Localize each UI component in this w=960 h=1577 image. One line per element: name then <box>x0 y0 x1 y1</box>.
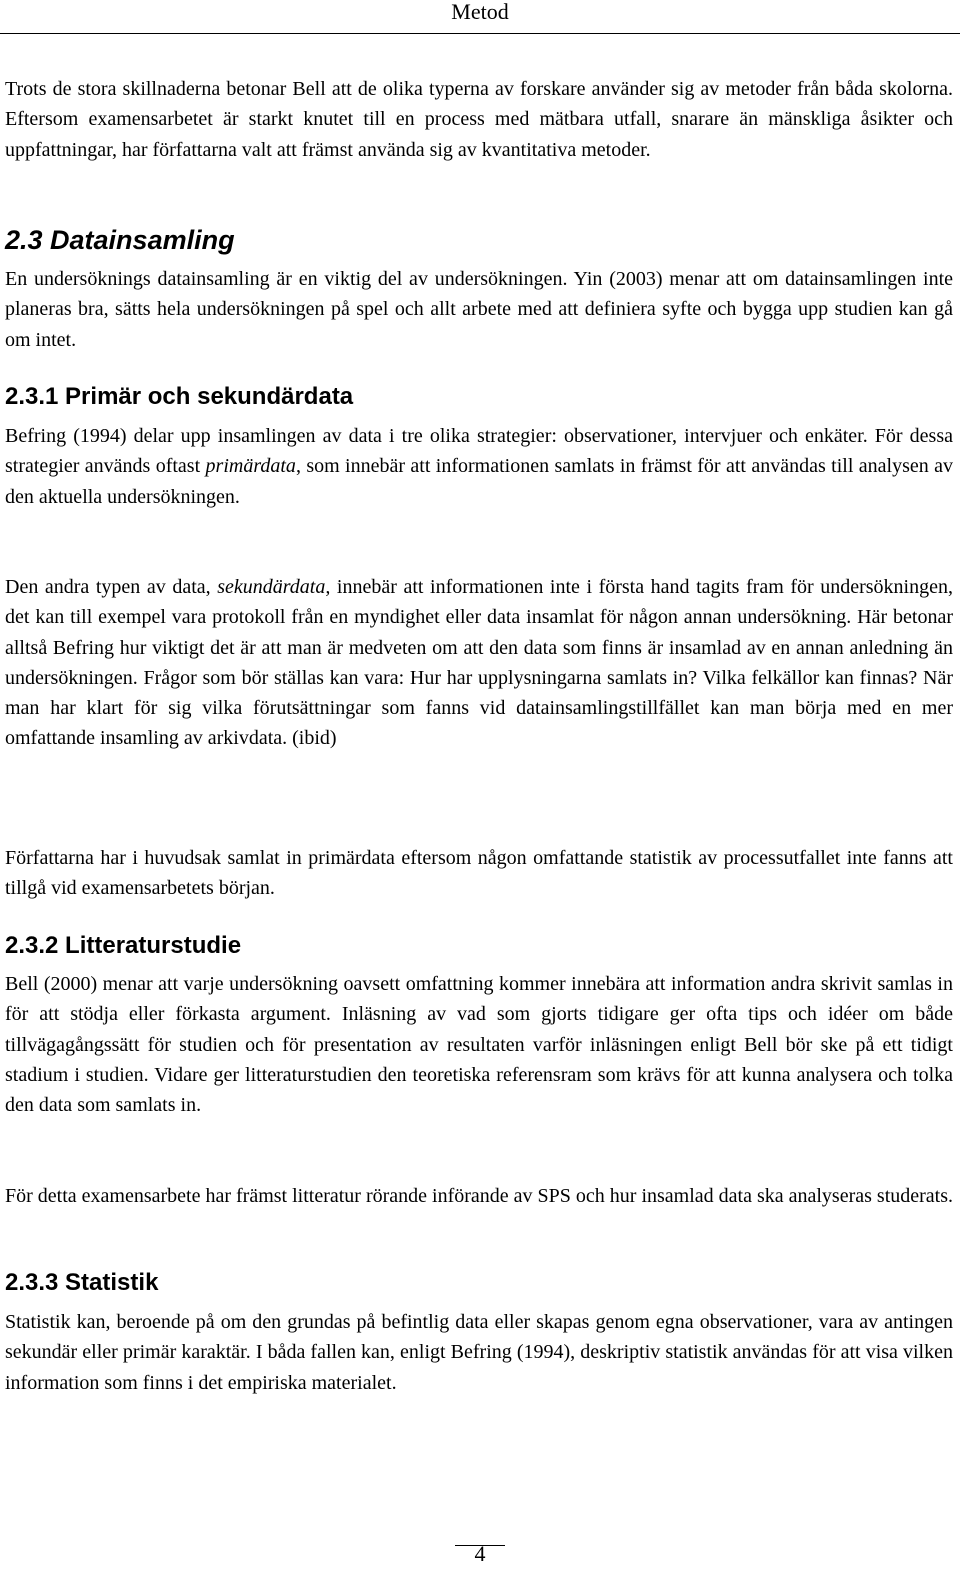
paragraph-primardata-text-b: , som innebär att informationen samlats in främst för att användas till analysen av den aktuella undersökningen. <box>5 455 954 508</box>
paragraph-litteraturstudie: Bell (2000) menar att varje undersökning oavsett omfattning kommer innebära att information andra skrivit samlas in för att stödja eller förkasta argument. Inläsning av vad som gjorts tidigare ger ofta tips och idéer om både tillvägagångssätt för studien och för presentation av resultaten varför inläsningen enligt Bell bör ske på ett tidigt stadium i studien. Vidare ger litteraturstudien den teoretiska referensram som krävs för att kunna analysera och tolka den data som samlats in. <box>5 973 953 1117</box>
paragraph-primardata-used: Författarna har i huvudsak samlat in primärdata eftersom någon omfattande statistik av processutfallet inte fanns att tillgå vid examensarbetets början. <box>5 847 953 900</box>
page-header <box>0 0 960 34</box>
paragraph-sekundardata-text-b: innebär att informationen inte i första hand tagits fram för undersökningen, det kan till exempel vara protokoll från en myndighet eller data insamlat för någon annan undersökning. Här betonar alltså Befring hur viktigt det är att man är medveten om att den data som finns är insamlad av en annan anledning än undersökningen. Frågor som bör ställas kan vara: Hur har upplysningarna samlats in? Vilka felkällor kan finnas? När man har klart för sig vilka förutsättningar som fanns vid datainsamlingstillfället kan man börja med en mer omfattande insamling av arkivdata. (ibid) <box>5 576 953 750</box>
heading-primar-sekundardata: 2.3.1 Primär och sekundärdata <box>5 383 354 410</box>
page-number: 4 <box>474 1541 486 1566</box>
header-title: Metod <box>451 0 509 24</box>
paragraph-methods-intro: Trots de stora skillnaderna betonar Bell att de olika typerna av forskare använder sig av metoder från båda skolorna. Eftersom examensarbetet är starkt knutet till en process med mätbara utfall, snarare än mänskliga åsikter och uppfattningar, har författarna valt att främst använda sig av kvantitativa metoder. <box>5 78 953 161</box>
paragraph-statistik: Statistik kan, beroende på om den grundas på befintlig data eller skapas genom egna observationer, vara av antingen sekundär eller primär karaktär. I båda fallen kan, enligt Befring (1994), deskriptiv statistik användas för att visa vilken information som finns i det empiriska materialet. <box>5 1311 953 1394</box>
paragraph-datainsamling: En undersöknings datainsamling är en viktig del av undersökningen. Yin (2003) menar att om datainsamlingen inte planeras bra, sätts hela undersökningen på spel och allt arbete med att definiera syfte och bygga upp studien kan gå om intet. <box>5 268 953 351</box>
heading-litteraturstudie: 2.3.2 Litteraturstudie <box>5 932 242 959</box>
paragraph-primardata-text-a: Befring (1994) delar upp insamlingen av data i tre olika strategier: observationer, intervjuer och enkäter. För dessa strategier används oftast <box>5 425 953 478</box>
paragraph-sekundardata <box>5 572 953 754</box>
term-primardata: primärdata <box>205 455 296 478</box>
paragraph-primardata <box>5 421 953 512</box>
term-sekundardata: sekundärdata, <box>217 576 331 598</box>
paragraph-litteratur-sps: För detta examensarbete har främst litteratur rörande införande av SPS och hur insamlad data ska analyseras studerats. <box>5 1185 954 1207</box>
heading-statistik: 2.3.3 Statistik <box>5 1269 159 1296</box>
paragraph-sekundardata-text-a: Den andra typen av data, <box>5 576 218 598</box>
heading-datainsamling: 2.3 Datainsamling <box>5 225 235 255</box>
